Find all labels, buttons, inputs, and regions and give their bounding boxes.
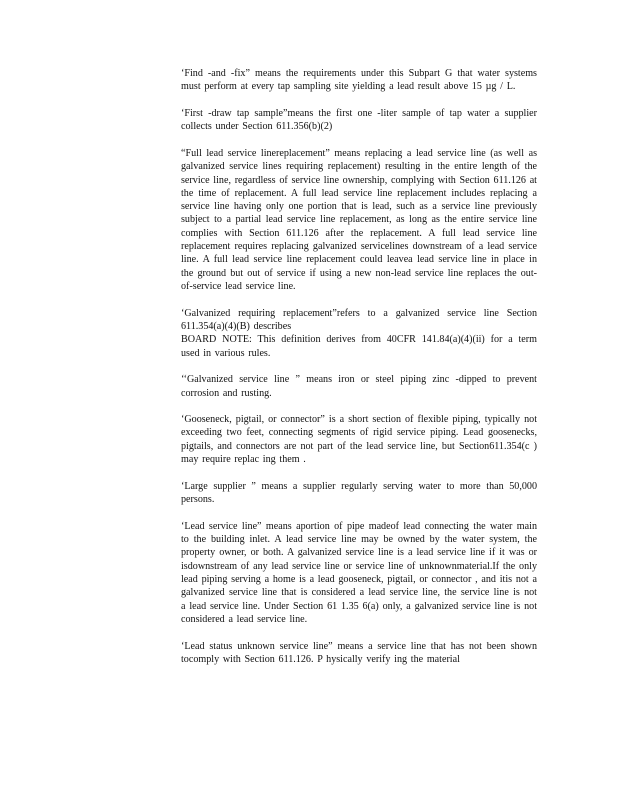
definition-full-lead-service-line-replacement: “Full lead service linereplacement” means replacing a lead service line (as well as galvanized service lines requiring replacement) resulting in the entire length of the service line, regardless of service line ownership, complying with Section 611.126 at the time of replacement. A full lead service line replacement includes replacing a service line having only one portion that is lead, such as a service line previously subject to a partial lead service line replacement, as long as the entire service line complies with Section 611.126 after the replacement. A full lead service line replacement requires replacing galvanized servicelines downstream of a lead service line. A full lead service line replacement could leavea lead service line in place in the ground but out of service if using a new non-lead service line replaces the out-of-service lead service line. [181,147,537,292]
definition-first-draw-tap-sample: ‘First -draw tap sample”means the first one -liter sample of tap water a supplier collects under Section 611.356(b)(2) [181,107,537,133]
definition-large-supplier: ‘Large supplier ” means a supplier regularly serving water to more than 50,000 persons. [181,480,537,506]
definition-galvanized-requiring-replacement: ‘Galvanized requiring replacement”refers to a galvanized service line Section 611.354(a)(4)(B) describes BOARD NOTE: This definition derives from 40CFR 141.84(a)(4)(ii) for a term used in various rules. [181,307,537,359]
document-page [181,67,537,666]
definition-lead-service-line: ‘Lead service line” means aportion of pipe madeof lead connecting the water main to the building inlet. A lead service line may be owned by the water system, the property owner, or both. A galvanized service line is a lead service line if it was or isdownstream of any lead service line or service line of unknownmaterial.If the only lead piping serving a home is a lead gooseneck, pigtail, or connector , and itis not a galvanized service line that is considered a lead service line, the service line is not a lead service line. Under Section 61 1.35 6(a) only, a galvanized service line is not considered a lead service line. [181,520,537,625]
definition-galvanized-service-line: ‘‘Galvanized service line ” means iron or steel piping zinc -dipped to prevent corrosion and rusting. [181,374,537,399]
definition-lead-status-unknown-service-line: ‘Lead status unknown service line” means a service line that has not been shown tocomply with Section 611.126. P hysically verify ing the material [181,640,537,665]
definition-find-and-fix: ‘Find -and -fix” means the requirements under this Subpart G that water systems must perform at every tap sampling site yielding a lead result above 15 µg / L. [181,68,537,93]
definition-gooseneck-pigtail-connector: ‘Gooseneck, pigtail, or connector” is a short section of flexible piping, typically not exceeding two feet, connecting segments of rigid service piping. Lead goosenecks, pigtails, and connectors are not part of the lead service line, but Section611.354(c ) may require replac ing them . [181,414,537,466]
